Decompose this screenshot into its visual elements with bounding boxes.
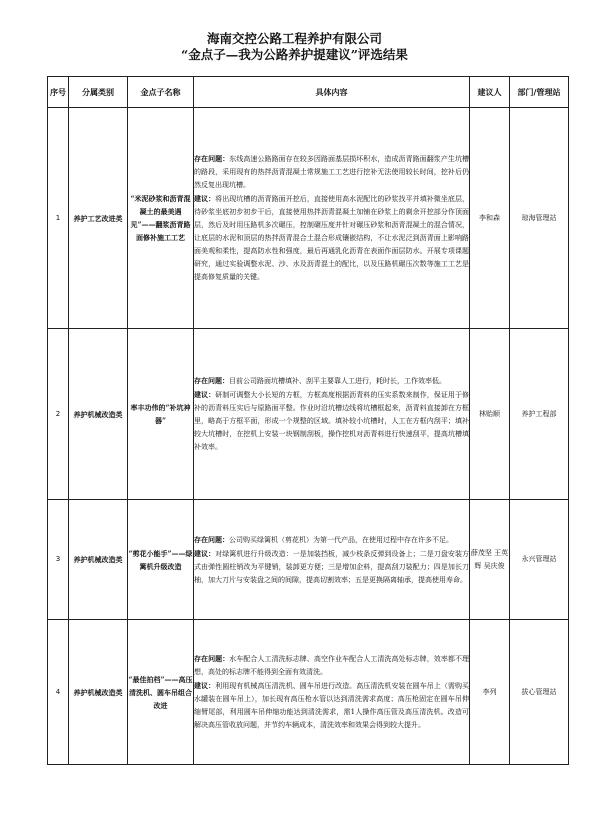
row-number: 2 (48, 329, 69, 500)
problem-text: 水车配合人工清洗标志牌、高空作业车配合人工清洗高处标志牌，效率都不理想，高处的标志牌不能得到全面有效清洗。 (194, 655, 470, 676)
row-number: 4 (48, 620, 69, 765)
row-category: 养护机械改造类 (69, 620, 128, 765)
row-content (194, 620, 470, 765)
document-title: 海南交控公路工程养护有限公司 (206, 31, 382, 46)
row-content (194, 500, 470, 620)
table-row (48, 500, 569, 620)
row-idea-name: “米泥砂浆和沥青混凝土的最美遇见”——翻浆沥青路面修补施工工艺 (128, 108, 194, 329)
row-content (194, 329, 470, 500)
suggestion-text: 将出现坑槽的沥青路面开挖后，直接使用高水泥配比的砂浆找平并填补微坐底层，待砂浆坐底初步初步干后，直接使用热拌沥青混凝土加铺在砂浆上的剩余开挖部分作顶面层，然后及时用压路机多次碾压，控制碾压度并针对碾压砂浆和沥青混凝土的混合情况，让底层的水泥和顶层的热拌沥青混合土混合形成镶嵌结构，不让水泥泛到沥青面上影响路面美观和柔性，提高防水性和强度，最后再通乳化沥青在表面作面层防水。开展专项课题研究，通过实验调整水泥、沙、水及沥青混土的配比，以及压路机碾压次数等施工工艺是提高修复质量的关键。 (194, 195, 470, 281)
row-department: 琼海管理站 (510, 108, 569, 329)
header-no: 序号 (48, 77, 69, 108)
suggestion-label: 建议： (194, 390, 216, 399)
problem-label: 存在问题： (194, 534, 229, 544)
suggestion-text: 对绿篱机进行升级改造：一是加装挡板，减少枝条反弹到设备上；二是刀盘安装方式由弹性圆柱销改为平键销，装卸更方便；三是增加企料，提高刮刀装配力；四是加长刀柚，加大刀片与安装盘之间的间隙，提高切割效率；五是更换隔离轴承，提高使用寿命。 (194, 549, 470, 584)
row-category: 养护机械改造类 (69, 500, 128, 620)
header-department: 部门/管理站 (510, 77, 569, 108)
suggestion-text: 研制可调整大小长短的方框，方框高度根据沥青料的压实系数来制作，保证用于修补的沥青料压实后与原路面平整。作业时沿坑槽边线将坑槽框起来，沥青料直接卸在方框里，略高于方框平面，形成一个规整的区域。填补较小坑槽时，人工在方框内刮平；填补较大坑槽时，在挖机上安装一块钢制刮板，操作挖机对沥青料进行快速刮平，提高坑槽填补效率。 (194, 391, 470, 451)
row-department: 养护工程部 (510, 329, 569, 500)
suggestion-label: 建议： (194, 548, 216, 558)
suggestion-text: 利用现有机械高压清洗机、圆车吊进行改造。高压清洗机安装在圆车吊上（需购买水罐装在圆车吊上），加长现有高压枪水管以达到清洗需求高度；高压枪固定在圆车吊伸缩臂尾部，利用圆车吊伸缩功能达到清洗需求，需1人操作高压管及高压清洗机。改造可解决高压管收放问题，并节约车辆成本，清洗效率和效果会得到较大提升。 (194, 682, 470, 729)
row-idea-name: “剪花小能手”——绿篱机升级改造 (128, 500, 194, 620)
header-name: 金点子名称 (128, 77, 194, 108)
row-number: 1 (48, 108, 69, 329)
suggestion-label: 建议： (194, 681, 216, 690)
row-proposer: 李和森 (470, 108, 510, 329)
row-content (194, 108, 470, 329)
header-content: 具体内容 (194, 77, 470, 108)
row-number: 3 (48, 500, 69, 620)
problem-label: 存在问题： (194, 654, 230, 663)
problem-label: 存在问题： (194, 376, 229, 385)
header-category: 分属类别 (69, 77, 128, 108)
table-header-row (48, 77, 569, 108)
row-proposer: 林贻顺 (470, 329, 510, 500)
row-category: 养护机械改造类 (69, 329, 128, 500)
row-department: 永兴管理站 (510, 500, 569, 620)
problem-text: 东线高速公路路面存在较多因路面基层损坏积水，造成沥青路面翻浆产生坑槽的路段，采用现有的热拌沥青混凝土常规施工工艺进行挖补无法使用较长时间，挖补后仍然反复出现坑槽。 (194, 155, 470, 189)
problem-text: 公司购买绿篱机（剪花机）为第一代产品，在使用过程中存在许多不足。 (229, 535, 453, 544)
header-proposer: 建议人 (470, 77, 510, 108)
problem-label: 存在问题： (194, 154, 230, 163)
suggestion-label: 建议： (194, 194, 216, 203)
table-row (48, 329, 569, 500)
row-category: 养护工艺改进类 (69, 108, 128, 329)
problem-text: 目前公司路面坑槽填补、刮平主要靠人工进行，耗时长，工作效率低。 (229, 377, 446, 385)
results-table (47, 76, 569, 765)
row-proposer: 李列 (470, 620, 510, 765)
table-row (48, 108, 569, 329)
row-idea-name: “最佳拍档”——高压清洗机、圆车吊组合改进 (128, 620, 194, 765)
row-idea-name: 率丰功伟的“补坑神器” (128, 329, 194, 500)
table-row (48, 620, 569, 765)
row-department: 拔心管理站 (510, 620, 569, 765)
row-proposer: 薛茂坚 王英辉 吴庆俊 (470, 500, 510, 620)
document-subtitle: “金点子—我为公路养护提建议”评选结果 (181, 47, 408, 62)
